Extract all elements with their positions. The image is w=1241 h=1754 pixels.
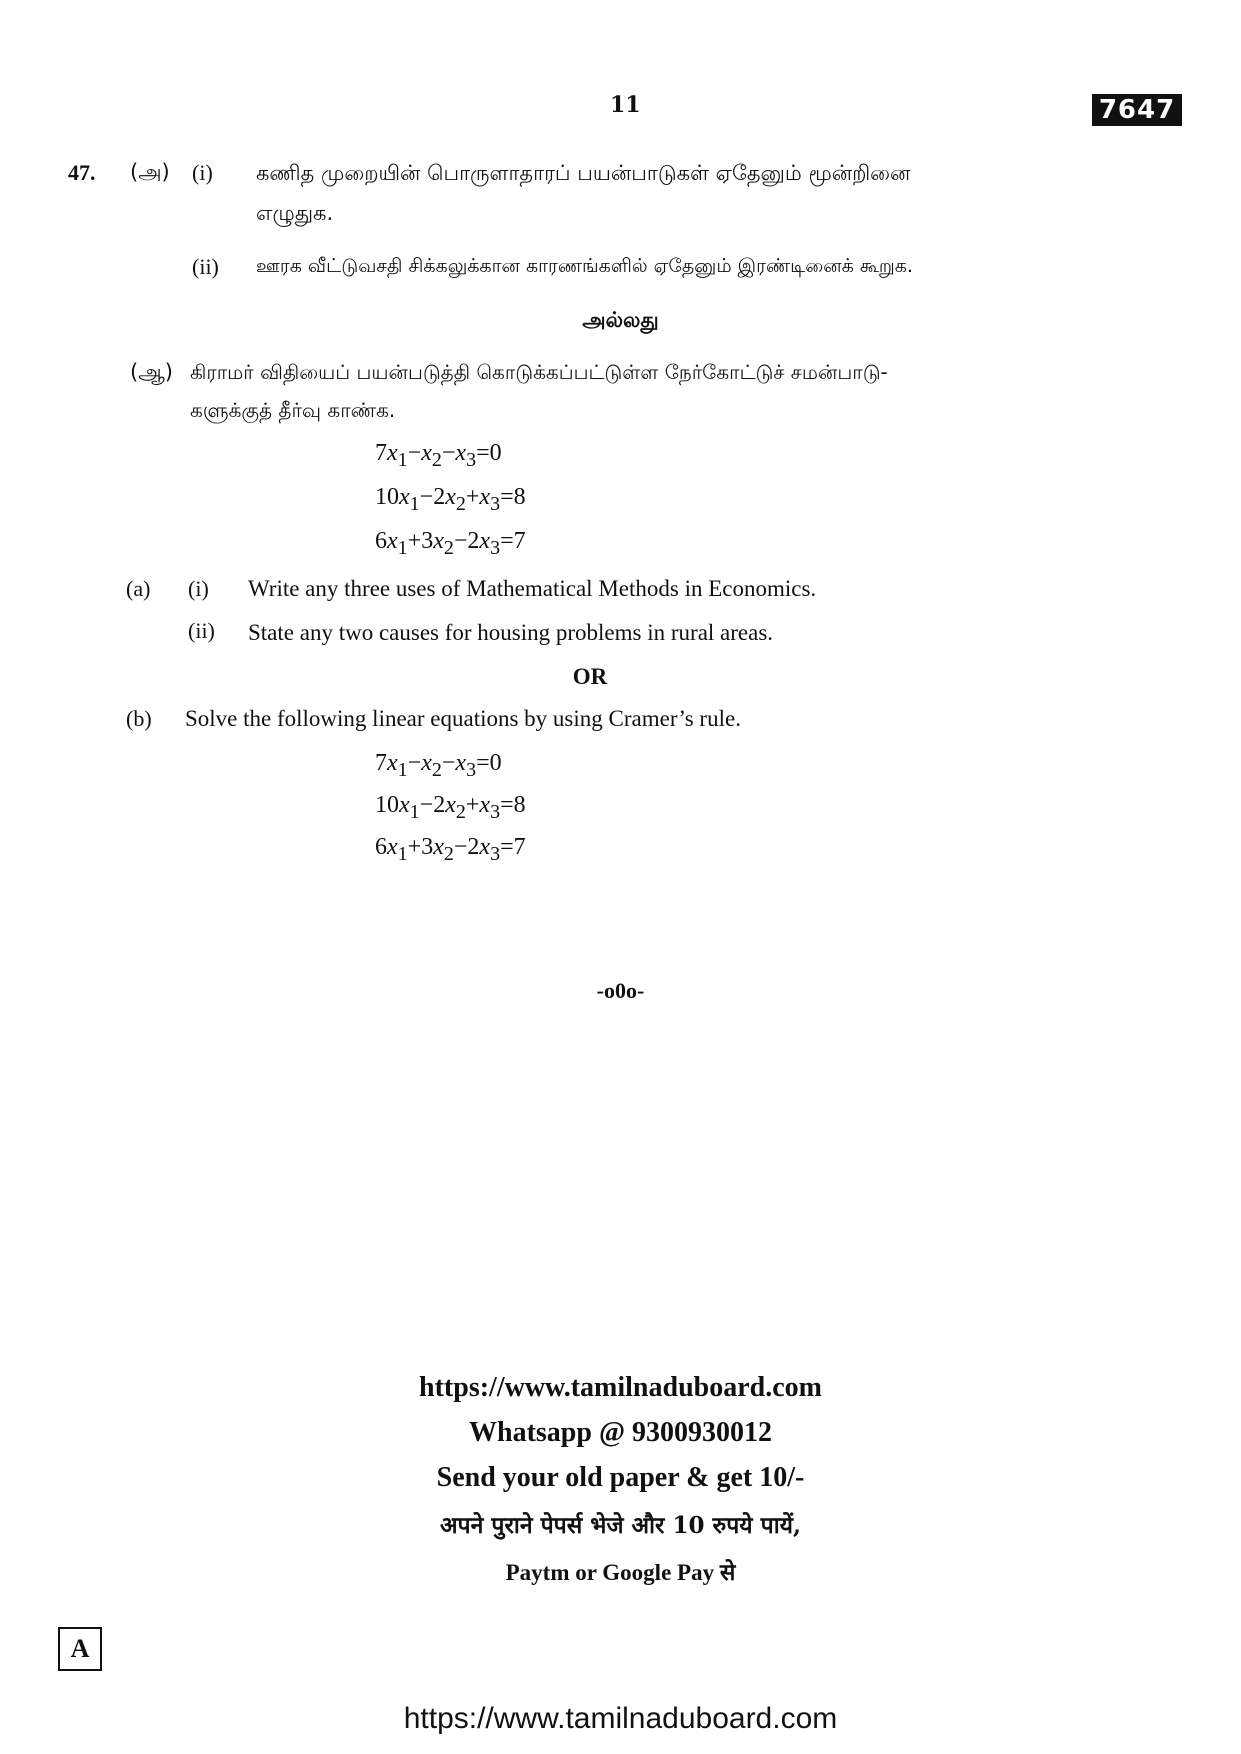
footer-send-paper: Send your old paper & get 10/- <box>436 1462 805 1493</box>
part-a-label-english: (a) <box>126 576 151 601</box>
or-english: OR <box>572 664 608 689</box>
equation-1-tamil: $7x_1-x_2-x_3=0$ <box>375 440 502 471</box>
footer-whatsapp: Whatsapp @ 9300930012 <box>469 1417 772 1448</box>
part-a-ii-english: State any two causes for housing problems in rural areas. <box>248 620 774 645</box>
part-a-i-label-english: (i) <box>188 576 209 601</box>
equation-2-english: $10x_1-2x_2+x_3=8$ <box>375 792 526 823</box>
paper-code-badge: 7647 <box>1092 94 1182 126</box>
footer-payment: Paytm or Google Pay से <box>505 1560 736 1585</box>
equation-3-english: $6x_1+3x_2-2x_3=7$ <box>375 834 526 865</box>
equation-1-english: $7x_1-x_2-x_3=0$ <box>375 750 502 781</box>
part-a-i-label-tamil: (i) <box>192 160 213 185</box>
footer-url-bold[interactable]: https://www.tamilnaduboard.com <box>419 1372 822 1403</box>
equation-2-tamil: $10x_1-2x_2+x_3=8$ <box>375 484 526 515</box>
part-a-i-tamil-line1: கணித முறையின் பொருளாதாரப் பயன்பாடுகள் ஏதேனும் மூன்றினை <box>256 161 911 185</box>
part-a-i-tamil-line2: எழுதுக. <box>256 201 334 225</box>
part-a-ii-label-tamil: (ii) <box>192 254 219 279</box>
page-number: 11 <box>610 92 641 118</box>
footer-url-plain[interactable]: https://www.tamilnaduboard.com <box>403 1702 838 1735</box>
part-b-label-english: (b) <box>126 706 152 731</box>
question-number: 47. <box>68 160 96 185</box>
booklet-letter-box: A <box>58 1627 102 1671</box>
part-a-label-tamil: (அ) <box>130 160 170 184</box>
part-b-label-tamil: (ஆ) <box>130 360 173 384</box>
part-b-english: Solve the following linear equations by using Cramer’s rule. <box>185 706 741 731</box>
end-mark: -o0o- <box>596 978 645 1003</box>
part-b-tamil-line2: களுக்குத் தீர்வு காண்க. <box>190 398 396 422</box>
or-tamil: அல்லது <box>582 308 659 332</box>
part-a-ii-tamil: ஊரக வீட்டுவசதி சிக்கலுக்கான காரணங்களில் ஏதேனும் இரண்டினைக் கூறுக. <box>256 255 913 277</box>
footer-hindi: अपने पुराने पेपर्स भेजे और 10 रुपये पायें, <box>439 1512 802 1539</box>
part-a-i-english: Write any three uses of Mathematical Methods in Economics. <box>248 576 817 601</box>
part-b-tamil-line1: கிராமர் விதியைப் பயன்படுத்தி கொடுக்கப்பட்டுள்ள நேர்கோட்டுச் சமன்பாடு- <box>190 360 888 384</box>
part-a-ii-label-english: (ii) <box>188 618 215 643</box>
equation-3-tamil: $6x_1+3x_2-2x_3=7$ <box>375 528 526 559</box>
